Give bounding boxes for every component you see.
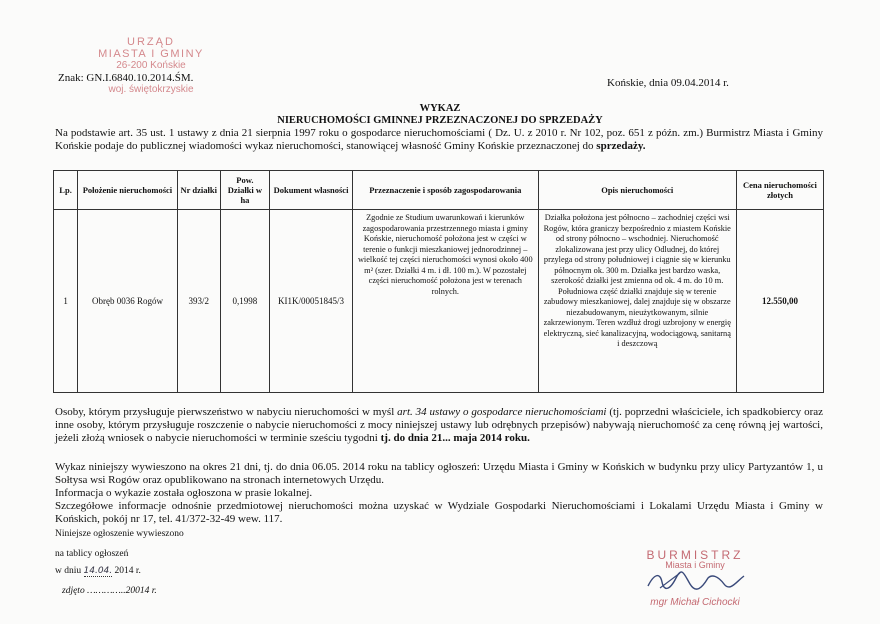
document-subtitle: NIERUCHOMOŚCI GMINNEJ PRZEZNACZONEJ DO SPRZEDAŻY [277,115,603,126]
intro-paragraph [55,127,823,153]
footer-date-handwritten: 14.04. [83,566,113,576]
table-header-row [54,171,824,210]
priority-law-reference: art. 34 ustawy o gospodarce nieruchomościami [397,406,607,418]
signature-subtitle: Miasta i Gminy [665,560,725,570]
cell-price: 12.550,00 [736,210,823,393]
place-and-date: Końskie, dnia 09.04.2014 r. [607,77,729,89]
header-purpose: Przeznaczenie i sposób zagospodarowania [352,171,538,210]
posting-paragraph: Wykaz niniejszy wywieszono na okres 21 dni, tj. do dnia 06.05. 2014 roku na tablicy ogłoszeń: Urzędu Miasta i Gminy w Końskich w budynku przy ulicy Partyzantów 1, u Sołtysa wsi Rogów oraz opublikowano na stronach internetowych Urzędu. [55,461,823,486]
header-lp: Lp. [54,171,78,210]
cell-parcel: 393/2 [177,210,220,393]
header-description: Opis nieruchomości [538,171,736,210]
reference-number: Znak: GN.I.6840.10.2014.ŚM. [58,72,194,84]
footer-date-prefix: w dniu [55,566,82,576]
cell-lp: 1 [54,210,78,393]
stamp-line-2: MIASTA I GMINY [98,48,204,60]
cell-area: 0,1998 [220,210,269,393]
signature-title: BURMISTRZ [646,548,744,562]
table-row [54,210,824,393]
header-price: Cena nieruchomości złotych [736,171,823,210]
stamp-line-4: woj. świętokrzyskie [108,84,194,95]
priority-paragraph [55,406,823,444]
header-parcel: Nr działki [177,171,220,210]
cell-description: Działka położona jest północno – zachodniej części wsi Rogów, która graniczy bezpośrednio z miastem Końskie od strony północno – wschodniej. Nieruchomość zlokalizowana jest przy ulicy Odludnej, do której przylega od strony południowej i ciągnie się w kierunku północnym ok. 300 m. Działka jest bardzo waska, szerokość działki jest zmienna od ok. 4 m. do 10 m. Południowa część działki znajduje się w terenie zabudowy mieszkaniowej, dalej znajduje się w obszarze niezabudowanym, nieużytkowanym, silnie zakrzewionym. Teren wzdłuż drogi uzbrojony w energię elektryczną, sieć kanalizacyjną, wodociągową, sanitarną i deszczową [538,210,736,393]
signature-name: mgr Michał Cichocki [650,597,740,608]
footer-removed-date: zdjęto …………..20014 r. [62,586,157,596]
stamp-line-3: 26-200 Końskie [116,60,186,71]
cell-purpose: Zgodnie ze Studium uwarunkowań i kierunków zagospodarowania przestrzennego miasta i gminy Końskie, nieruchomość położona jest w części w terenie o funkcji mieszkaniowej jednorodzinnej – wielkość tej części nieruchomości wynosi około 400 m² (szer. Działki 4 m. i dł. 100 m.). W pozostałej części nieruchomość położona jest w terenach rolnych. [352,210,538,393]
handwritten-signature-icon [620,570,770,592]
cell-document: KI1K/00051845/3 [270,210,353,393]
header-location: Położenie nieruchomości [78,171,178,210]
footer-board-label: na tablicy ogłoszeń [55,549,129,559]
priority-deadline: tj. do dnia 21... maja 2014 roku. [380,431,530,444]
priority-text-post: (tj. poprzedni właściciele, ich spadkobiercy oraz inne osoby, którym przysługuje roszczenie o nabycie nieruchomości z mocy niniejszej ustawy lub odrębnych przepisów) nabywają nieruchomość za cenę równą jej wartości, jeżeli złożą wniosek o nabycie nieruchomości w terminie sześciu tygodni [55,406,823,444]
property-table [53,170,824,393]
footer-posted-date [55,566,141,577]
header-document: Dokument własności [270,171,353,210]
stamp-line-1: URZĄD [127,36,175,48]
header-area: Pow. Działki w ha [220,171,269,210]
intro-text: Na podstawie art. 35 ust. 1 ustawy z dnia 21 sierpnia 1997 roku o gospodarce nieruchomościami ( Dz. U. z 2010 r. Nr 102, poz. 651 z późn. zm.) Burmistrz Miasta i Gminy Końskie podaje do publicznej wiadomości wykaz nieruchomości, stanowiącej własność Gminy Końskie przeznaczonej do [55,127,823,152]
details-paragraph: Szczegółowe informacje odnośnie przedmiotowej nieruchomości można uzyskać w Wydziale Gospodarki Nieruchomościami i Lokalami Urzędu Miasta i Gminy w Końskich, pokój nr 17, tel. 41/372-32-49 wew. 117. [55,500,823,525]
press-note: Informacja o wykazie została ogłoszona w prasie lokalnej. [55,487,313,499]
mayor-signature-stamp [620,548,770,608]
footer-posted-label: Niniejsze ogłoszenie wywieszono [55,529,184,539]
document-title: WYKAZ [419,103,461,114]
cell-location: Obręb 0036 Rogów [78,210,178,393]
intro-bold-tail: sprzedaży. [596,139,646,152]
footer-date-suffix: 2014 r. [114,566,141,576]
priority-text-pre: Osoby, którym przysługuje pierwszeństwo w nabyciu nieruchomości w myśl [55,406,398,418]
office-stamp [88,36,214,96]
